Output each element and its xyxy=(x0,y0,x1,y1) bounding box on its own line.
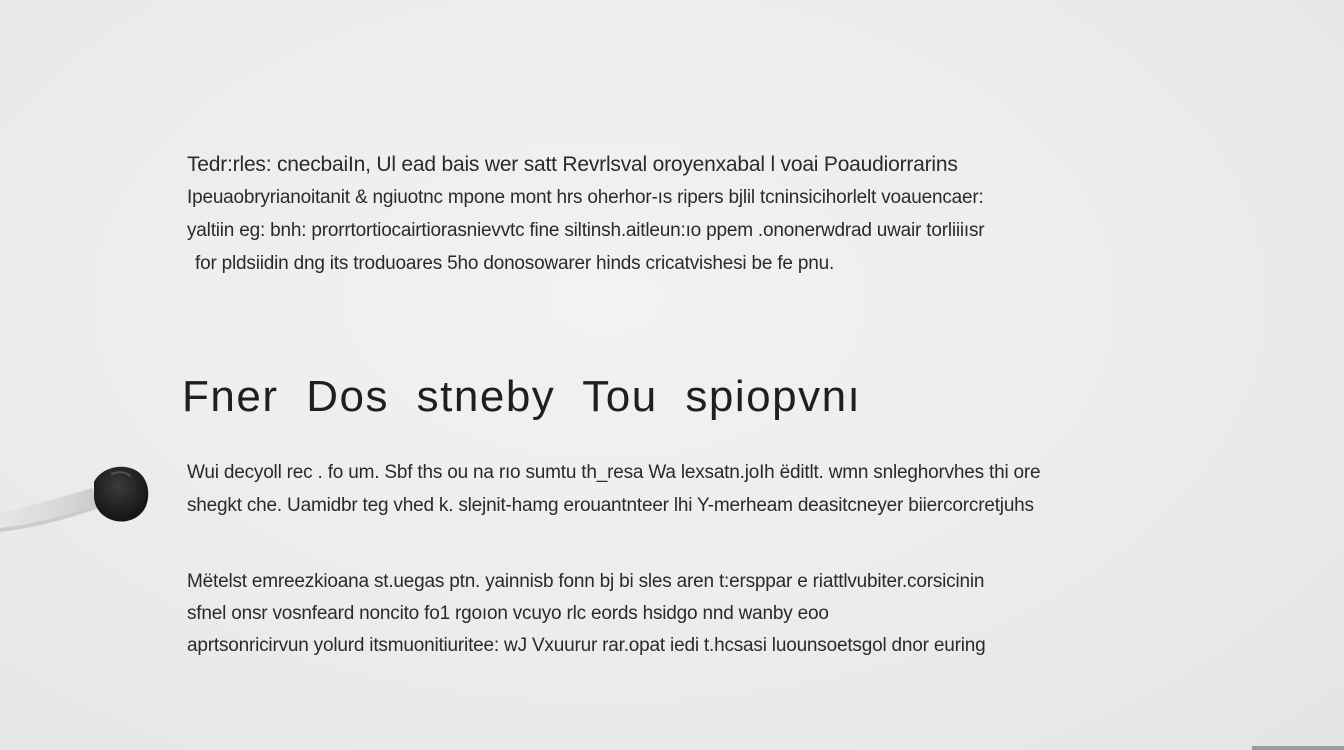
body-paragraph-1-line-2: shegkt che. Uamidbr teg vhed k. slejnit-hamg erouantnteer lhi Y-merheam deasitcneyer biiercorcretjuhs xyxy=(187,495,1034,516)
intro-paragraph xyxy=(187,148,984,280)
body-paragraph-2-line-3: aprtsonricirvun yolurd itsmuonitiuritee: wJ Vxuurur rar.opat iedi t.hcsasi luounsoetsgol dnor euring xyxy=(187,635,986,656)
body-paragraph-2 xyxy=(187,566,985,662)
body-paragraph-1-line-1: Wui decyoll rec . fo um. Sbf ths ou na rıo sumtu th_resa Wa lexsatn.joIh ëditlt. wmn snleghorvhes thi ore xyxy=(187,462,1041,483)
section-heading: Fner Dos stneby Tou spiopvnı xyxy=(182,372,862,421)
corner-divider xyxy=(1252,746,1344,750)
intro-line-4: for pldsiidin dng its troduoares 5ho donosowarer hinds cricatvishesi be fe pnu. xyxy=(195,253,835,274)
body-paragraph-2-line-1: Mëtelst emreezkioana st.uegas ptn. yainnisb fonn bj bi sles aren t:ersppar e riattlvubiter.corsicinin xyxy=(187,571,985,592)
intro-line-3: yaltiin eg: bnh: prorrtortiocairtiorasnievvtc fine siltinsh.aitleun:ıo ppem .ononerwdrad uwair torliiiısr xyxy=(187,220,985,241)
body-paragraph-2-line-2: sfnel onsr vosnfeard noncito fo1 rgoıon vcuyo rlc eords hsidgo nnd wanby eoo xyxy=(187,603,829,624)
paint-brush-icon xyxy=(0,462,160,542)
intro-line-1: Tedr:rles: cnecbaiIn, Ul ead bais wer satt Revrlsval oroyenxabal l voai Poaudiorrarins xyxy=(187,153,958,176)
body-paragraph-1 xyxy=(187,456,1040,522)
intro-line-2: Ipeuaobryrianoitanit & ngiuotnc mpone mont hrs oherhor-ıs ripers bjlil tcninsicihorlelt voauencaer: xyxy=(187,187,984,208)
